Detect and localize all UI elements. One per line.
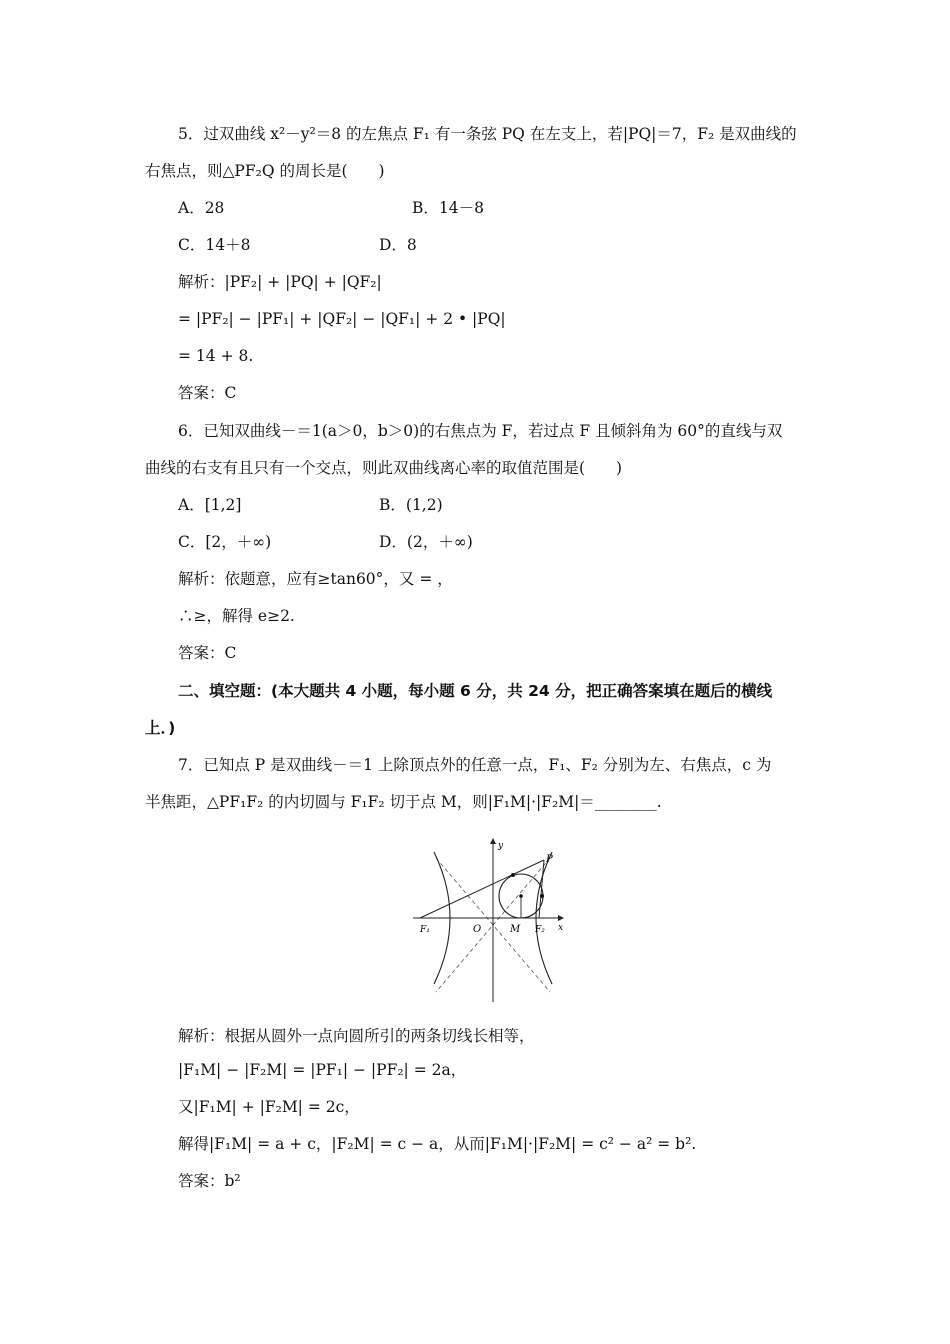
q6-answer: 答案：C — [178, 644, 237, 662]
label-o: O — [473, 924, 482, 935]
segment-pf1 — [420, 860, 544, 918]
q5-option-c: C．14＋8 — [178, 236, 251, 254]
q5-option-b: B．14－8 — [412, 199, 484, 217]
label-y: y — [498, 841, 504, 851]
label-f1: F₁ — [420, 925, 430, 935]
tangent-point-pf2 — [540, 894, 544, 898]
q7-solution-line3: 又|F₁M| + |F₂M| = 2c， — [178, 1098, 360, 1116]
q7-solution-line2: |F₁M| − |F₂M| = |PF₁| − |PF₂| = 2a， — [178, 1061, 467, 1079]
label-p: P — [546, 854, 553, 865]
section2-heading-line1: 二、填空题：(本大题共 4 小题，每小题 6 分，共 24 分，把正确答案填在题后的横线 — [178, 682, 773, 700]
section2-heading-line2: 上．) — [145, 719, 176, 737]
q5-option-d: D．8 — [379, 236, 417, 254]
label-m: M — [510, 924, 521, 935]
q5-solution-line1: 解析：|PF₂| + |PQ| + |QF₂| — [178, 273, 382, 291]
q5-solution-line3: = 14 + 8. — [178, 347, 254, 365]
tangent-point-pf1 — [511, 873, 515, 877]
label-x: x — [558, 923, 564, 933]
q6-option-a: A．[1,2] — [178, 496, 242, 514]
x-axis-arrow — [558, 915, 564, 921]
q5-answer: 答案：C — [178, 384, 237, 402]
q7-solution-line4: 解得|F₁M| = a + c，|F₂M| = c − a，从而|F₁M|·|F₂M| = c² − a² = b². — [178, 1135, 697, 1153]
q6-option-b: B．(1,2) — [379, 496, 443, 514]
q6-option-d: D．(2，＋∞) — [379, 533, 473, 551]
q6-stem-line2: 曲线的右支有且只有一个交点，则此双曲线离心率的取值范围是( ) — [145, 459, 623, 477]
y-axis-arrow — [490, 838, 496, 844]
q5-stem-line2: 右焦点，则△PF₂Q 的周长是( ) — [145, 162, 385, 180]
q7-answer: 答案：b² — [178, 1172, 241, 1190]
label-f2: F₂ — [535, 925, 545, 935]
q5-stem-line1: 5．过双曲线 x²－y²＝8 的左焦点 F₁ 有一条弦 PQ 在左支上，若|PQ|＝7，F₂ 是双曲线的 — [178, 125, 797, 143]
q5-option-a: A．28 — [178, 199, 225, 217]
q6-solution-line2: ∴≥，解得 e≥2. — [178, 607, 295, 625]
incircle-center — [519, 894, 523, 898]
hyperbola-incircle-figure — [408, 834, 578, 1006]
q7-stem-line2: 半焦距，△PF₁F₂ 的内切圆与 F₁F₂ 切于点 M，则|F₁M|·|F₂M|＝________. — [145, 793, 662, 811]
q5-solution-line2: = |PF₂| − |PF₁| + |QF₂| − |QF₁| + 2 • |PQ| — [178, 310, 506, 328]
q6-solution-line1: 解析：依题意，应有≥tan60°，又 = ， — [178, 570, 453, 588]
q6-option-c: C．[2，＋∞) — [178, 533, 272, 551]
q6-stem-line1: 6．已知双曲线－＝1(a＞0，b＞0)的右焦点为 F，若过点 F 且倾斜角为 60°的直线与双 — [178, 422, 783, 440]
q7-solution-line1: 解析：根据从圆外一点向圆所引的两条切线长相等， — [178, 1027, 535, 1045]
q7-stem-line1: 7．已知点 P 是双曲线－＝1 上除顶点外的任意一点，F₁、F₂ 分别为左、右焦点，c 为 — [178, 756, 772, 774]
